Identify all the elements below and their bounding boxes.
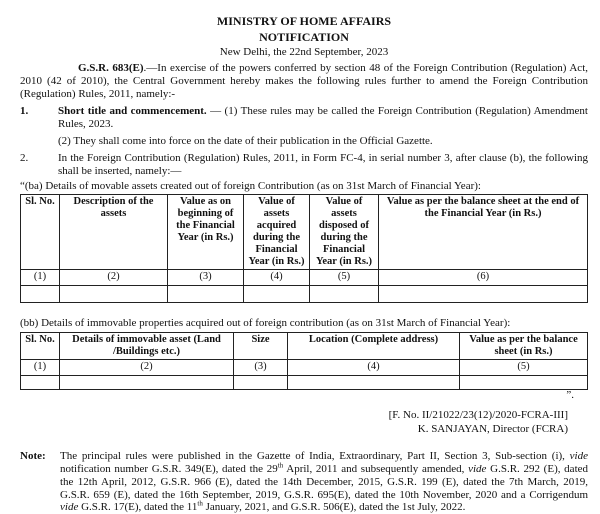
column-number: (3) (234, 360, 288, 376)
rule-2-number: 2. (20, 152, 29, 165)
note-vide: vide (60, 501, 79, 514)
column-number: (4) (244, 270, 310, 286)
column-number: (1) (21, 360, 60, 376)
table-row (21, 375, 588, 389)
note-text (60, 450, 588, 514)
column-number-row (21, 360, 588, 376)
column-number: (6) (379, 270, 588, 286)
column-number: (1) (21, 270, 60, 286)
table-row (21, 285, 588, 302)
table-cell (244, 285, 310, 302)
table-bb-caption: (bb) Details of immovable properties acquired out of foreign contribution (as on 31st March of Financial Year): (20, 316, 511, 329)
table-cell (21, 285, 60, 302)
note-text-part: G.S.R. 17(E), dated the 11 (78, 501, 198, 514)
col-header: Sl. No. (21, 332, 60, 359)
col-header: Value as per the balance sheet (in Rs.) (460, 332, 588, 359)
rule-1-heading: Short title and commencement. (58, 105, 207, 118)
note-superscript: th (197, 499, 203, 508)
column-number: (2) (60, 360, 234, 376)
note-text-part: notification number G.S.R. 349(E), dated the 29 (60, 462, 278, 475)
col-header: Sl. No. (21, 195, 60, 270)
rule-1-clause-2: (2) They shall come into force on the date of their publication in the Official Gazette. (58, 135, 433, 148)
note-superscript: th (277, 460, 284, 469)
file-number: [F. No. II/21022/23(12)/2020-FCRA-III] (388, 408, 568, 421)
col-header: Description of the assets (60, 195, 168, 270)
col-header: Value of assets disposed of during the Financial Year (in Rs.) (310, 195, 379, 270)
rule-1 (20, 105, 588, 131)
note-label: Note: (20, 449, 46, 462)
note-text-part: The principal rules were published in the Gazette of India, Extraordinary, Part II, Section 3, Sub-section (i), (60, 449, 570, 462)
col-header: Value as per the balance sheet at the end of the Financial Year (in Rs.) (379, 195, 588, 270)
rule-2 (20, 152, 588, 178)
table-header-row (21, 195, 588, 270)
table-cell (234, 375, 288, 389)
rule-2-text: In the Foreign Contribution (Regulation) Rules, 2011, in Form FC-4, in serial number 3, after clause (b), the following shall be inserted, namely:— (58, 152, 588, 178)
table-cell (379, 285, 588, 302)
note-text-part: January, 2021, and G.S.R. 506(E), dated the 1st July, 2022. (202, 501, 466, 514)
column-number: (5) (460, 360, 588, 376)
rule-1-text: — (1) These rules may be called the Foreign Contribution (Regulation) Amendment Rules, 2023. (58, 105, 588, 131)
note-section (20, 450, 588, 514)
preamble-text: .—In exercise of the powers conferred by section 48 of the Foreign Contribution (Regulation) Act, 2010 (42 of 2010), the Central Government hereby makes the following rules further to amend the Foreign Contribution (Regulation) Rules, 2011, namely:- (20, 62, 588, 101)
table-cell (60, 375, 234, 389)
preamble (20, 62, 588, 101)
col-header: Location (Complete address) (288, 332, 460, 359)
note-vide: vide (569, 449, 588, 462)
col-header: Value as on beginning of the Financial Year (in Rs.) (168, 195, 244, 270)
column-number: (3) (168, 270, 244, 286)
rule-1-number: 1. (20, 105, 29, 118)
table-cell (310, 285, 379, 302)
note-text-part: G.S.R. 292 (E), dated the 12th April, 2012, G.S.R. 966 (E), dated the 14th December, 2015, G.S.R. 199 (E), dated the 7th March, 2019, G.S.R. 659 (E), dated the 16th September, 2019, G.S.R. 695(E), dated the 10th November, 2020 and a Corrigendum (60, 462, 589, 501)
table-header-row (21, 332, 588, 359)
table-cell (460, 375, 588, 389)
movable-assets-table (20, 194, 588, 303)
notification-heading: NOTIFICATION (259, 30, 349, 45)
ministry-title: MINISTRY OF HOME AFFAIRS (216, 14, 392, 28)
gsr-number: G.S.R. 683(E) (78, 62, 144, 75)
dateline: New Delhi, the 22nd September, 2023 (219, 46, 389, 59)
table-cell (21, 375, 60, 389)
column-number: (5) (310, 270, 379, 286)
col-header: Size (234, 332, 288, 359)
closing-quote: ”. (566, 388, 574, 401)
table-cell (60, 285, 168, 302)
col-header: Details of immovable asset (Land /Buildings etc.) (60, 332, 234, 359)
column-number: (2) (60, 270, 168, 286)
immovable-properties-table (20, 332, 588, 390)
col-header: Value of assets acquired during the Financial Year (in Rs.) (244, 195, 310, 270)
note-vide: vide (468, 462, 487, 475)
table-cell (288, 375, 460, 389)
table-ba-caption: “(ba) Details of movable assets created out of foreign Contribution (as on 31st March of Financial Year): (20, 180, 481, 193)
note-text-part: April, 2011 and subsequently amended, (283, 462, 469, 475)
signatory: K. SANJAYAN, Director (FCRA) (417, 422, 568, 435)
column-number-row (21, 270, 588, 286)
column-number: (4) (288, 360, 460, 376)
table-cell (168, 285, 244, 302)
